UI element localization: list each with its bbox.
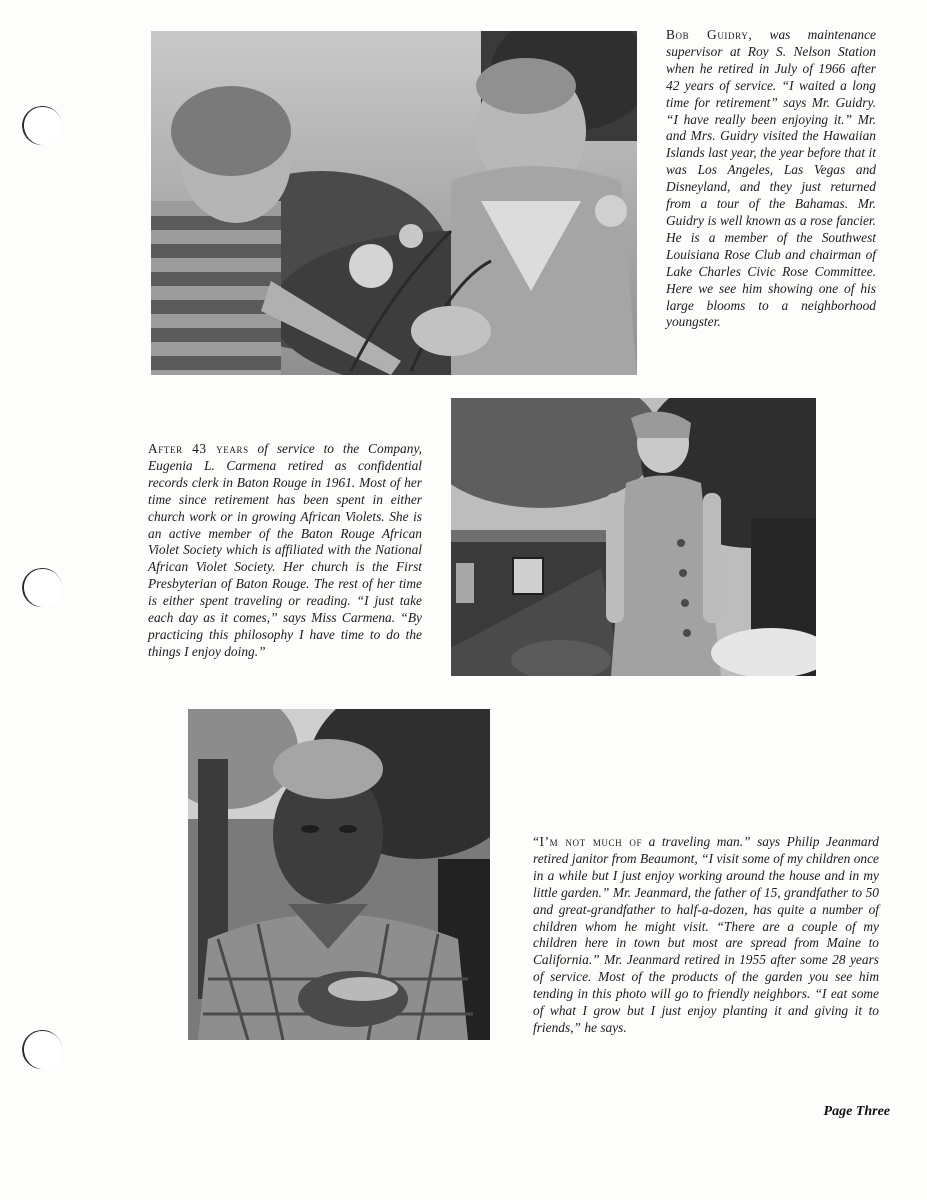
article-guidry xyxy=(666,27,876,331)
article-body: was maintenance supervisor at Roy S. Nelson Station when he retired in July of 1966 after 42 years of service. “I waited a long time for retirement” says Mr. Guidry. “I have really been enjoying it.” Mr. and Mrs. Guidry visited the Hawaiian Islands last year, the year before that it was Los Angeles, Las Vegas and Disneyland, and they just returned from a tour of the Bahamas. Mr. Guidry is well known as a rose fancier. He is a member of the Southwest Louisiana Rose Club and chairman of Lake Charles Civic Rose Committee. Here we see him showing one of his large blooms to a neighborhood youngster. xyxy=(666,27,876,330)
article-body: a traveling man.” says Philip Jeanmard retired janitor from Beaumont, “I visit some of my children once in a while but I just enjoy working around the house and in my little garden.” Mr. Jeanmard, the father of 15, grandfather to 50 and great-grandfather to half-a-dozen, has quite a number of children whom he might visit. “There are a couple of my children here in town but most are spread from Maine to California.” Mr. Jeanmard retired in 1955 after some 28 years of service. Most of the products of the garden you see him tending in this photo will go to friendly neighbors. “I eat some of what I grow but I just enjoy planting it and giving it to friends,” he says. xyxy=(533,834,879,1035)
page-number: Page Three xyxy=(823,1104,890,1119)
article-lead: After 43 years xyxy=(148,441,249,456)
photo-carmena-garden xyxy=(451,398,816,676)
binder-hole xyxy=(19,565,65,610)
binder-hole xyxy=(19,103,65,148)
photo-jeanmard-portrait xyxy=(188,709,490,1040)
binder-hole xyxy=(19,1027,65,1072)
article-jeanmard xyxy=(533,834,879,1037)
article-lead: “I’m not much of xyxy=(533,834,643,849)
article-body: of service to the Company, Eugenia L. Carmena retired as confidential records clerk in Baton Rouge in 1961. Most of her time since retirement has been spent in either church work or in growing African Violets. She is an active member of the Baton Rouge African Violet Society which is affiliated with the National African Violet Society. Her church is the First Presbyterian of Baton Rouge. The rest of her time is either spent traveling or reading. “I just take each day as it comes,” says Miss Carmena. “By practicing this philosophy I have time to do the things I enjoy doing.” xyxy=(148,441,422,659)
article-carmena xyxy=(148,441,422,661)
photo-guidry-roses xyxy=(151,31,637,375)
article-lead: Bob Guidry, xyxy=(666,27,753,42)
